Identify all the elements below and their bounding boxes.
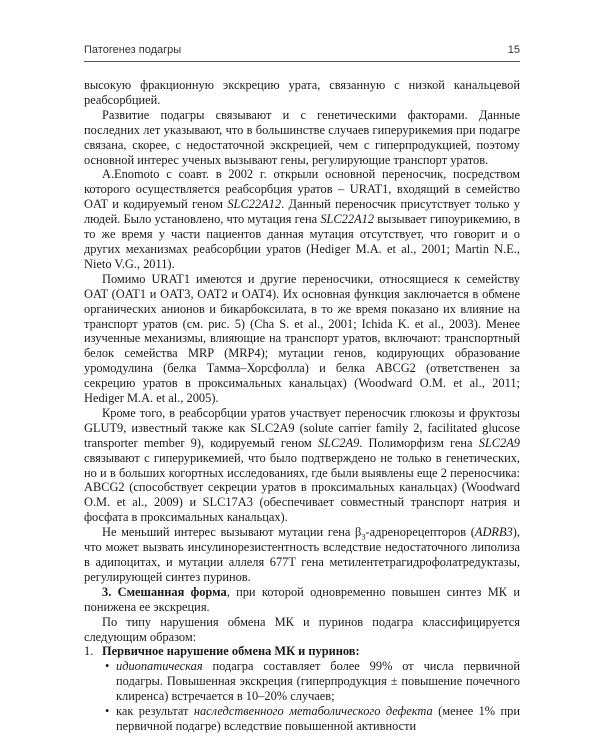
- paragraph-oat-transporters: Помимо URAT1 имеются и другие переносчики, относящиеся к семейству OAT (OAT1 и OAT3, OAT2 и OAT4). Их основная функция заключается в обмене органических анионов и бикарбоксилата, в то же время показано их влияние на транспорт уратов (см. рис. 5) (Cha S. et al., 2001; Ichida K. et al., 2003). Менее изученные механизмы, влияющие на транспорт уратов, включают: транспортный белок семейства MRP (MRP4); мутации генов, кодирующих образование уромодулина (белка Тамма–Хорсфолла) и белка ABCG2 (ответственен за секрецию уратов в проксимальных канальцах) (Woodward O.M. et al., 2011; Hediger M.A. et al., 2005).: [84, 271, 520, 406]
- text-run: связывают с гиперурикемией, что было подтверждено не только в генетических, но и в больших когортных исследованиях, где были выявлены еще 2 переносчика: ABCG2 (способствует секреции уратов в проксимальных канальцах) (Woodward O.M. et al., 2009) и SLC17A3 (обеспечивает совместный транспорт натрия и фосфата в проксимальных канальцах).: [84, 450, 520, 525]
- gene-name: SLC2A9: [478, 435, 520, 450]
- text-run: как результат: [116, 704, 194, 719]
- gene-name: SLC2A9: [317, 435, 360, 450]
- text-run: (менее 1% при первичной подагре) вследствие повышенной активности: [116, 704, 520, 733]
- text-run: ), что может вызвать инсулинорезистентность вследствие недостаточного липолиза в адипоцитах, и мутации аллеля 677T гена метилентетрагидрофолатредуктазы, регулирующей синтез пуринов.: [84, 525, 520, 584]
- bullet-icon: •: [105, 704, 110, 719]
- italic-term: идиопатическая: [116, 659, 203, 674]
- paragraph-classification: По типу нарушения обмена МК и пуринов подагра классифицируется следующим образом:: [84, 614, 520, 644]
- gene-name: ADRB3: [474, 525, 513, 540]
- paragraph-genetics: Развитие подагры связывают и с генетическими факторами. Данные последних лет указывают, что в большинстве случаев гиперурикемия при подагре связана, скорее, с недостаточной экскрецией, чем с гиперпродукцией, поэтому основной интерес ученых вызывают гены, регулирующие транспорт уратов.: [84, 107, 520, 167]
- list-item: [105, 704, 520, 734]
- header-rule: [84, 61, 520, 62]
- bullet-icon: •: [105, 659, 110, 674]
- text-run: Не меньший интерес вызывают мутации гена β: [102, 525, 362, 540]
- page-number: 15: [507, 44, 520, 56]
- paragraph-mixed-form: [84, 585, 520, 615]
- running-header: [84, 44, 520, 56]
- bold-term: 3. Смешанная форма: [102, 584, 227, 599]
- paragraph-continuation: высокую фракционную экскрецию урата, связанную с низкой канальцевой реабсорбцией.: [84, 78, 520, 107]
- running-header-title: Патогенез подагры: [84, 44, 182, 56]
- text-run: -адренорецепторов (: [365, 525, 475, 540]
- gene-name: SLC22A12: [320, 212, 375, 227]
- numbered-item-primary: [84, 644, 520, 659]
- text-run: вызывает гипоурикемию, в то же время у части пациентов данная мутация отсутствует, что говорит и о других механизмах реабсорбции уратов (Hediger M.A. et al., 2001; Martin N.E., Nieto V.G., 2011).: [84, 212, 520, 271]
- list-item: [105, 659, 520, 704]
- paragraph-urat1: [84, 167, 520, 271]
- text-run: . Полиморфизм гена: [359, 435, 479, 450]
- bullet-list: [84, 659, 520, 734]
- body-text: [84, 78, 520, 734]
- text-run: Кроме того, в реабсорбции уратов участвует переносчик глюкозы и фруктозы GLUT9, известный также как SLC2A9 (solute carrier family 2, facilitated glucose transporter member 9), кодируемый геном: [84, 405, 520, 450]
- text-run: A.Enomoto с соавт. в 2002 г. открыли основной переносчик, посредством которого осуществляется реабсорбция уратов – URAT1, входящий в семейство OAT и кодируемый геном: [84, 167, 520, 212]
- text-run: . Данный переносчик присутствует только у людей. Было установлено, что мутация гена: [84, 197, 521, 227]
- paragraph-glut9: [84, 406, 520, 525]
- text-run: подагра составляет более 99% от числа первичной подагры. Повышенная экскреция (гиперпродукция ± повышение почечного клиренса) встречается в 10–20% случаев;: [116, 659, 520, 704]
- list-heading: Первичное нарушение обмена МК и пуринов:: [102, 644, 360, 659]
- list-number: 1.: [84, 644, 94, 659]
- italic-term: наследственного метаболического дефекта: [193, 704, 433, 719]
- gene-name: SLC22A12: [227, 197, 282, 212]
- text-run: , при которой одновременно повышен синтез МК и понижена ее экскреция.: [84, 584, 521, 614]
- subscript: 3: [361, 531, 366, 542]
- paragraph-adrb3: [84, 525, 520, 585]
